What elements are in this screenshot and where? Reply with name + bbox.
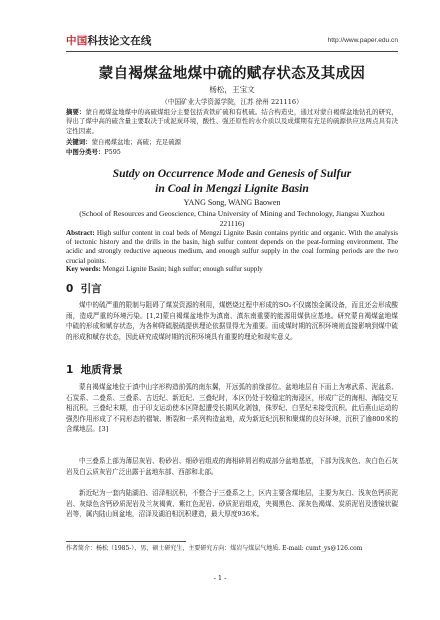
section-0-paragraph: 煤中的硫严重的限制与阻碍了煤炭资源的利用，煤燃烧过程中形成的SO₂不仅腐蚀金属设备，而且还会形成酸雨，造成严重的环境污染。[1,2]蒙自褐煤盆地作为滇南、滇东南重要的能源用煤供应基地。研究蒙自褐煤盆地煤中硫的形成和赋存状态，为各种降硫脱硫提供理论依据显得尤为重要。而成煤时期的沉积环境则直接影响到煤中硫的形成和赋存状态，因此研究成煤时期的沉积环境具有重要的理论和现实意义。 [66, 301, 398, 341]
section-heading-0 [66, 281, 102, 296]
clc-number [66, 148, 398, 157]
clc-label: 中图分类号： [66, 148, 105, 156]
keywords-cn-text: 蒙自褐煤盆地；高硫；充足硫源 [91, 138, 182, 146]
authors-cn: 杨松，王宝文 [209, 85, 255, 94]
keywords-cn [66, 138, 398, 147]
affiliation-cn: （中国矿业大学资源学院，江苏 徐州 221116） [161, 98, 303, 106]
journal-logo [66, 35, 152, 47]
keywords-en-label: Key words: [66, 265, 101, 273]
title-en [66, 166, 398, 196]
authors-en: YANG Song, WANG Baowen [183, 198, 281, 207]
abstract-en-text: High sulfur content in coal beds of Mengzi Lignite Basin contains pyritic and organic. With the analysis of tectonic history and the drills in the basin, high sulfur content depends on the peat-forming environment. The acidic and strongly reductive aqueous medium, and enough sulfur supply in the coal forming periods are the two crucial points. [66, 229, 398, 265]
abstract-cn-text: 蒙自褐煤盆地煤中的高硫煤组分主要包括黄铁矿硫和有机硫。结合构造史，通过对蒙自褐煤盆地钻孔的研究，得出了煤中高的硫含量主要取决于成泥炭环境，酸性、强还原性的水介质以及成煤期有充足的硫源供应这两点具有决定性因素。 [66, 108, 399, 135]
logo-red-text: 中国 [66, 35, 88, 47]
section-1-paragraph-1: 蒙自褐煤盆地位于滇中山字形构造前弧的南东翼，开远弧的前缘部位。盆地地层自下而上为寒武系、泥盆系、石炭系、二叠系、三叠系、古近纪、新近纪、三叠纪时，本区仍处于较稳定的海浸区，形成广泛的海相、海陆交互相沉积。三叠纪末期，由于印支运动使本区降起遭受长期风化剥蚀，侏罗纪、白垩纪未接受沉积。此后燕山运动的强烈作用形成了不同形态的褶皱、断裂和一系列构造盆地，成为新近纪沉积和聚煤的良好环境，沉积了逾800米的含煤地层。[3] [66, 383, 398, 434]
keywords-en [66, 265, 398, 274]
title-en-line-1: Sutdy on Occurrence Mode and Genesis of Sulfur [112, 167, 352, 180]
author-footnote: 作者简介：杨松（1985-），男，硕士研究生，主要研究方向：煤岩与煤层气地质. E-mail: cumt_ys@126.com [66, 545, 363, 552]
site-url[interactable]: http://www.paper.edu.cn [327, 37, 398, 44]
section-heading-1 [66, 362, 123, 377]
abstract-cn [66, 108, 398, 136]
keywords-en-text: Mengzi Lignite Basin; high sulfur; enough sulfur supply [102, 265, 263, 273]
title-cn: 蒙自褐煤盆地煤中硫的赋存状态及其成因 [98, 66, 366, 82]
affiliation-en: (School of Resources and Geoscience, China University of Mining and Technology, Jiangsu Xuzhou 221116) [79, 209, 385, 228]
section-0-number: 0 [66, 283, 74, 295]
abstract-cn-label: 摘要： [66, 108, 86, 116]
abstract-en [66, 229, 398, 266]
keywords-cn-label: 关键词： [66, 138, 92, 146]
page-number: - 1 - [213, 574, 227, 582]
section-1-title: 地质背景 [80, 364, 123, 376]
footnote-rule [66, 541, 186, 542]
section-0-title: 引言 [80, 283, 102, 295]
section-1-paragraph-2: 中三叠系上部为薄层灰岩、粉砂岩、细砂岩组成的海相碎屑岩构成部分盆地基底，下部为浅灰色、灰白色石灰岩及白云质灰岩广泛出露于盆地东部、西部和北部。 [66, 457, 398, 476]
section-1-number: 1 [66, 364, 74, 376]
abstract-en-label: Abstract: [66, 229, 95, 237]
header-rule [66, 51, 398, 52]
logo-dark-text: 科技论文在线 [87, 35, 152, 47]
section-1-paragraph-3: 新近纪为一套内陆湖泊、沼泽相沉积，不整合于三叠系之上，区内主要含煤地层，主要为灰白、浅灰色钙质泥岩、灰绿色含钙砂质泥岩及兰灰褐黄、紫红色泥岩、砂质泥岩组成，夹褐黑色、深灰色褐煤、炭质泥岩及透镜状碳岩等，属内陆山间盆地，沼泽及湖泊相沉积建造，最大厚度936米。 [66, 489, 398, 519]
clc-value: P595 [104, 148, 121, 156]
journal-header [66, 35, 398, 49]
title-en-line-2: in Coal in Mengzi Lignite Basin [155, 182, 309, 195]
